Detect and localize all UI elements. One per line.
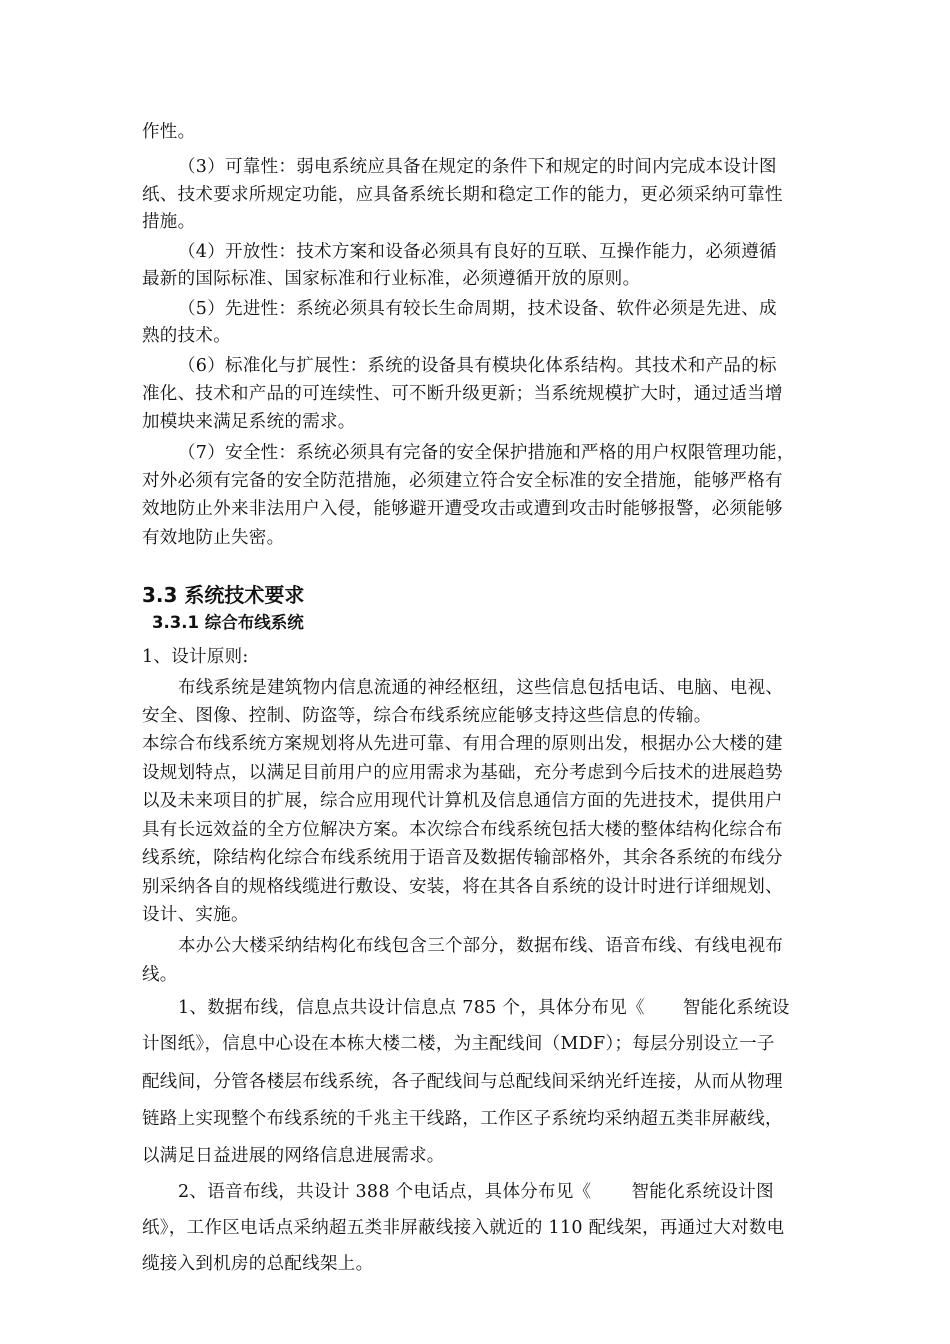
cabling-intro-line-2: 安全、图像、控制、防盗等，综合布线系统应能够支持这些信息的传输。 [142,706,712,726]
reliability-line-1: （3）可靠性：弱电系统应具备在规定的条件下和规定的时间内完成本设计图 [178,157,777,177]
voice-cabling-text-b: 智能化系统设计图 [631,1182,774,1202]
plan-line-4: 具有长远效益的全方位解决方案。本次综合布线系统包括大楼的整体结构化综合布 [142,820,783,840]
data-cabling-line-3: 配线间，分管各楼层布线系统，各子配线间与总配线间采纳光纤连接，从而从物理 [142,1072,783,1092]
cabling-intro-line-1: 布线系统是建筑物内信息流通的神经枢纽，这些信息包括电话、电脑、电视、 [178,678,784,698]
advanced-line-1: （5）先进性：系统必须具有较长生命周期，技术设备、软件必须是先进、成 [178,299,777,319]
standard-line-2: 准化、技术和产品的可连续性、可不断升级更新；当系统规模扩大时，通过适当增 [142,384,783,404]
plan-line-6: 别采纳各自的规格线缆进行敷设、安装，将在其各自系统的设计时进行详细规划、 [142,877,783,897]
standard-line-1: （6）标准化与扩展性：系统的设备具有模块化体系结构。其技术和产品的标 [178,356,777,376]
plan-line-5: 线系统，除结构化综合布线系统用于语音及数据传输部格外，其余各系统的布线分 [142,848,783,868]
data-cabling-line-4: 链路上实现整个布线系统的千兆主干线路，工作区子系统均采纳超五类非屏蔽线， [142,1109,783,1129]
reliability-line-3: 措施。 [142,212,196,232]
design-principle-label: 1、设计原则: [142,647,249,667]
security-line-3: 效地防止外来非法用户入侵，能够避开遭受攻击或遭到攻击时能够报警，必须能够 [142,499,783,519]
data-cabling-line-1 [178,996,790,1020]
data-cabling-line-2: 计图纸》，信息中心设在本栋大楼二楼，为主配线间（MDF）；每层分别设立一子 [142,1034,775,1054]
data-cabling-text-a: 1、数据布线，信息点共设计信息点 785 个，具体分布见《 [178,998,645,1018]
security-line-1: （7）安全性：系统必须具有完备的安全保护措施和严格的用户权限管理功能， [178,443,795,463]
advanced-line-2: 熟的技术。 [142,326,231,346]
security-line-4: 有效地防止失密。 [142,528,285,548]
section-heading-3-3: 3.3 系统技术要求 [142,583,305,607]
voice-cabling-line-1 [178,1180,774,1204]
data-cabling-text-b: 智能化系统设 [682,998,790,1018]
plan-line-7: 设计、实施。 [142,905,249,925]
plan-line-3: 以及未来项目的扩展，综合应用现代计算机及信息通信方面的先进技术，提供用户 [142,791,783,811]
three-parts-line-1: 本办公大楼采纳结构化布线包含三个部分，数据布线、语音布线、有线电视布 [178,936,784,956]
section-heading-3-3-1: 3.3.1 综合布线系统 [152,613,304,632]
plan-line-2: 设规划特点，以满足目前用户的应用需求为基础，充分考虑到今后技术的进展趋势 [142,763,783,783]
standard-line-3: 加模块来满足系统的需求。 [142,412,356,432]
three-parts-line-2: 线。 [142,965,178,985]
security-line-2: 对外必须有完备的安全防范措施，必须建立符合安全标准的安全措施，能够严格有 [142,471,783,491]
voice-cabling-line-2: 纸》，工作区电话点采纳超五类非屏蔽线接入就近的 110 配线架，再通过大对数电 [142,1218,785,1238]
plan-line-1: 本综合布线系统方案规划将从先进可靠、有用合理的原则出发，根据办公大楼的建 [142,734,783,754]
reliability-line-2: 纸、技术要求所规定功能，应具备系统长期和稳定工作的能力，更必须采纳可靠性 [142,185,783,205]
text-line: 作性。 [142,122,196,142]
openness-line-2: 最新的国际标准、国家标准和行业标准，必须遵循开放的原则。 [142,269,641,289]
data-cabling-line-5: 以满足日益进展的网络信息进展需求。 [142,1146,445,1166]
openness-line-1: （4）开放性：技术方案和设备必须具有良好的互联、互操作能力，必须遵循 [178,242,777,262]
voice-cabling-line-3: 缆接入到机房的总配线架上。 [142,1254,374,1274]
voice-cabling-text-a: 2、语音布线，共设计 388 个电话点，具体分布见《 [178,1182,592,1202]
